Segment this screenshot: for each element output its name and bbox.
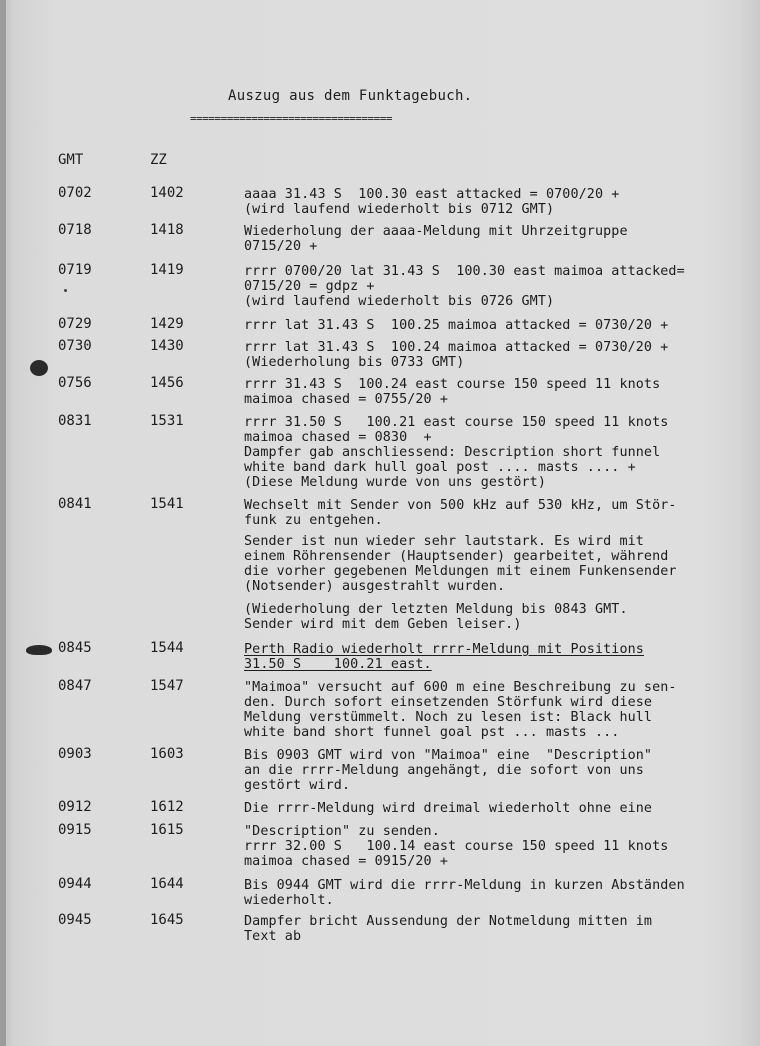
entry-text-line: Dampfer bricht Aussendung der Notmeldung mitten im (244, 914, 653, 929)
entry-text-line: Wechselt mit Sender von 500 kHz auf 530 kHz, um Stör- (244, 498, 677, 513)
entry-text-line: (Diese Meldung wurde von uns gestört) (244, 475, 546, 490)
document-title: Auszug aus dem Funktagebuch. (228, 88, 473, 104)
entry-text-line: die vorher gegebenen Meldungen mit einem Funkensender (244, 564, 677, 579)
entry-zz: 1645 (150, 912, 184, 928)
column-header-gmt: GMT (58, 152, 84, 168)
entry-text-line: (wird laufend wiederholt bis 0712 GMT) (244, 202, 555, 217)
entry-gmt: 0730 (58, 338, 92, 354)
entry-text-line: Perth Radio wiederholt rrrr-Meldung mit Positions (244, 642, 644, 657)
entry-text-line: an die rrrr-Meldung angehängt, die sofort von uns (244, 763, 644, 778)
entry-gmt: 0841 (58, 496, 92, 512)
entry-text-line: funk zu entgehen. (244, 513, 383, 528)
entry-zz: 1547 (150, 678, 184, 694)
entry-gmt: 0847 (58, 678, 92, 694)
entry-gmt: 0912 (58, 799, 92, 815)
entry-zz: 1430 (150, 338, 184, 354)
entry-text-line: rrrr lat 31.43 S 100.25 maimoa attacked = 0730/20 + (244, 318, 669, 333)
entry-gmt: 0915 (58, 822, 92, 838)
entry-text-line: Meldung verstümmelt. Noch zu lesen ist: Black hull (244, 710, 653, 725)
entry-text-line: rrrr 0700/20 lat 31.43 S 100.30 east maimoa attacked= (244, 264, 685, 279)
entry-gmt: 0903 (58, 746, 92, 762)
entry-text-line: Sender ist nun wieder sehr lautstark. Es wird mit (244, 534, 644, 549)
entry-text-line: Dampfer gab anschliessend: Description short funnel (244, 445, 661, 460)
entry-zz: 1531 (150, 413, 184, 429)
entry-text-line: maimoa chased = 0830 + (244, 430, 432, 445)
page-edge (0, 0, 6, 1046)
entry-zz: 1429 (150, 316, 184, 332)
entry-gmt: 0719 (58, 262, 92, 278)
entry-gmt: 0845 (58, 640, 92, 656)
hole-punch-mark (26, 645, 52, 655)
entry-zz: 1644 (150, 876, 184, 892)
entry-text-line: aaaa 31.43 S 100.30 east attacked = 0700/20 + (244, 187, 620, 202)
entry-zz: 1615 (150, 822, 184, 838)
hole-punch-mark (30, 360, 48, 376)
entry-zz: 1541 (150, 496, 184, 512)
entry-text-line: rrrr 32.00 S 100.14 east course 150 speed 11 knots (244, 839, 669, 854)
entry-gmt: 0944 (58, 876, 92, 892)
entry-text-line: (wird laufend wiederholt bis 0726 GMT) (244, 294, 555, 309)
entry-text-line: den. Durch sofort einsetzenden Störfunk wird diese (244, 695, 653, 710)
entry-text-line: (Notsender) ausgestrahlt wurden. (244, 579, 506, 594)
ink-speck (64, 289, 67, 292)
entry-text-line: white band dark hull goal post .... masts .... + (244, 460, 636, 475)
title-underline: ================================= (190, 112, 393, 125)
entry-text-line: Sender wird mit dem Geben leiser.) (244, 617, 522, 632)
entry-text-line: maimoa chased = 0915/20 + (244, 854, 449, 869)
entry-text-line: Bis 0903 GMT wird von "Maimoa" eine "Description" (244, 748, 653, 763)
entry-text-line: white band short funnel goal pst ... masts ... (244, 725, 620, 740)
entry-gmt: 0718 (58, 222, 92, 238)
entry-zz: 1402 (150, 185, 184, 201)
entry-text-line: wiederholt. (244, 893, 334, 908)
entry-zz: 1418 (150, 222, 184, 238)
column-header-zz: ZZ (150, 152, 167, 168)
entry-zz: 1603 (150, 746, 184, 762)
entry-text-line: gestört wird. (244, 778, 351, 793)
entry-zz: 1544 (150, 640, 184, 656)
entry-text-line: "Description" zu senden. (244, 824, 440, 839)
entry-gmt: 0831 (58, 413, 92, 429)
entry-text-line: Die rrrr-Meldung wird dreimal wiederholt ohne eine (244, 801, 653, 816)
entry-text-line: 0715/20 = gdpz + (244, 279, 375, 294)
entry-gmt: 0729 (58, 316, 92, 332)
entry-text-line: (Wiederholung bis 0733 GMT) (244, 355, 465, 370)
entry-text-line: rrrr 31.43 S 100.24 east course 150 speed 11 knots (244, 377, 661, 392)
entry-text-line: Text ab (244, 929, 302, 944)
entry-zz: 1612 (150, 799, 184, 815)
entry-gmt: 0756 (58, 375, 92, 391)
entry-text-line: maimoa chased = 0755/20 + (244, 392, 449, 407)
entry-zz: 1419 (150, 262, 184, 278)
entry-text-line: 31.50 S 100.21 east. (244, 657, 432, 672)
entry-text-line: (Wiederholung der letzten Meldung bis 0843 GMT. (244, 602, 628, 617)
entry-gmt: 0702 (58, 185, 92, 201)
entry-gmt: 0945 (58, 912, 92, 928)
entry-text-line: Wiederholung der aaaa-Meldung mit Uhrzeitgruppe (244, 224, 628, 239)
entry-text-line: einem Röhrensender (Hauptsender) gearbeitet, während (244, 549, 669, 564)
entry-text-line: "Maimoa" versucht auf 600 m eine Beschreibung zu sen- (244, 680, 677, 695)
entry-text-line: Bis 0944 GMT wird die rrrr-Meldung in kurzen Abständen (244, 878, 685, 893)
entry-zz: 1456 (150, 375, 184, 391)
entry-text-line: rrrr lat 31.43 S 100.24 maimoa attacked = 0730/20 + (244, 340, 669, 355)
entry-text-line: 0715/20 + (244, 239, 318, 254)
entry-text-line: rrrr 31.50 S 100.21 east course 150 speed 11 knots (244, 415, 669, 430)
